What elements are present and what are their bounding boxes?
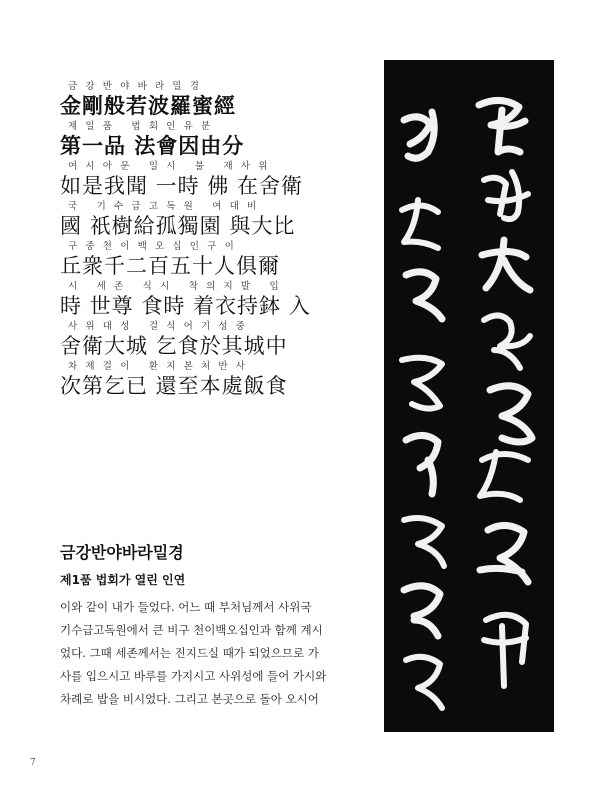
hanja-verse: 丘衆千二百五十人俱爾 — [60, 254, 280, 278]
hanja-text-block — [60, 80, 360, 400]
hanja-verse: 時 世尊 食時 着衣持鉢 入 — [60, 294, 311, 318]
cursive-calligraphy-image — [384, 60, 554, 732]
translation-line: 이와 같이 내가 들었다. 어느 때 부처님께서 사위국 — [60, 600, 312, 614]
page-number: 7 — [30, 758, 36, 768]
reading-annotation: 국 기 수 급 고 독 원 여 대 비 — [68, 201, 259, 212]
hanja-line-3 — [60, 160, 360, 200]
reading-annotation: 여 시 아 문 일 시 불 재 사 위 — [68, 161, 271, 172]
reading-annotation: 차 제 걸 이 환 지 본 처 반 사 — [68, 361, 248, 372]
hanja-verse: 如是我聞 一時 佛 在舍衛 — [60, 174, 304, 198]
translation-line: 기수급고독원에서 큰 비구 천이백오십인과 함께 계시 — [60, 623, 323, 637]
chapter-title-hanja: 第一品 法會因由分 — [60, 133, 245, 158]
translation-line: 차례로 밥을 비시었다. 그리고 본곳으로 돌아 오시어 — [60, 692, 319, 706]
hanja-line-2 — [60, 120, 360, 160]
calligraphy-panel — [384, 60, 554, 732]
korean-subtitle: 제1품 법회가 열린 인연 — [60, 573, 186, 587]
hanja-line-4 — [60, 200, 360, 240]
hanja-verse: 舍衛大城 乞食於其城中 — [60, 334, 288, 358]
reading-annotation: 사 위 대 성 걸 식 어 기 성 중 — [68, 321, 248, 332]
translation-line: 었다. 그때 세존께서는 진지드실 때가 되었으므로 가 — [60, 646, 319, 660]
hanja-verse: 次第乞已 還至本處飯食 — [60, 374, 288, 398]
translation-line: 사를 입으시고 바루를 가지시고 사위성에 들어 가시와 — [60, 669, 327, 683]
reading-annotation: 시 세 존 식 시 착 의 지 발 입 — [68, 281, 282, 292]
reading-annotation: 구 중 천 이 백 오 십 인 구 이 — [68, 241, 237, 252]
hanja-line-5 — [60, 240, 360, 280]
sutra-title-hanja: 金剛般若波羅蜜經 — [60, 93, 236, 118]
hanja-line-1 — [60, 80, 360, 120]
hanja-line-7 — [60, 320, 360, 360]
hanja-verse: 國 祇樹給孤獨園 與大比 — [60, 214, 296, 238]
hanja-line-8 — [60, 360, 360, 400]
reading-annotation: 제 일 품 법 회 인 유 분 — [68, 121, 213, 132]
korean-title: 금강반야바라밀경 — [60, 543, 184, 562]
korean-translation — [60, 540, 360, 711]
hanja-line-6 — [60, 280, 360, 320]
reading-annotation: 금 강 반 야 바 라 밀 경 — [68, 81, 202, 92]
